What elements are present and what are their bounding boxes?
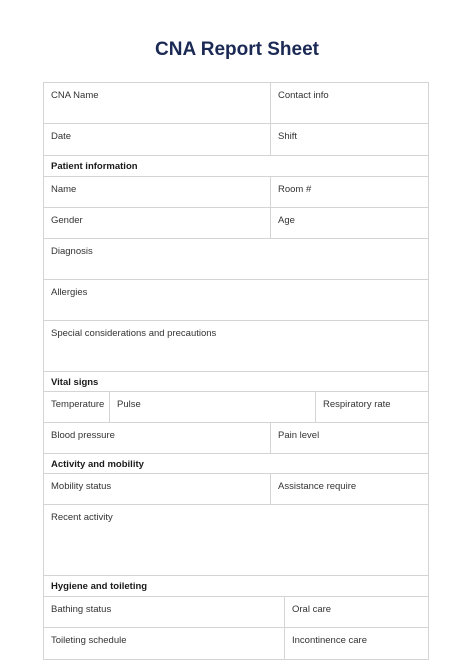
shift-field[interactable]: Shift [278, 131, 298, 142]
cna-name-field[interactable]: CNA Name [44, 83, 271, 123]
date-field[interactable]: Date [44, 124, 271, 155]
form-row-toileting [44, 628, 428, 659]
document-title: CNA Report Sheet [155, 39, 319, 60]
gender-field[interactable]: Gender [44, 208, 271, 238]
allergies-field[interactable]: Allergies [51, 287, 88, 298]
section-header-hygiene [44, 576, 428, 597]
section-header-activity [44, 454, 428, 474]
mobility-status-field[interactable]: Mobility status [44, 474, 271, 504]
respiratory-rate-field[interactable]: Respiratory rate [323, 399, 391, 410]
section-header-patient [44, 156, 428, 177]
report-form [43, 82, 429, 660]
oral-care-field[interactable]: Oral care [292, 604, 332, 615]
patient-information-heading: Patient information [51, 161, 138, 172]
form-row-gender [44, 208, 428, 239]
form-row-bathing [44, 597, 428, 628]
assistance-required-field[interactable]: Assistance require [278, 481, 357, 492]
pain-level-field[interactable]: Pain level [278, 430, 320, 441]
form-row-special [44, 321, 428, 372]
form-row-cna [44, 83, 428, 124]
recent-activity-field[interactable]: Recent activity [51, 512, 113, 523]
form-row-vitals-2 [44, 423, 428, 454]
section-header-vital [44, 372, 428, 392]
bathing-status-field[interactable]: Bathing status [44, 597, 285, 627]
vital-signs-heading: Vital signs [51, 377, 99, 388]
contact-info-field[interactable]: Contact info [278, 90, 329, 101]
pulse-field[interactable]: Pulse [110, 392, 316, 422]
blood-pressure-field[interactable]: Blood pressure [44, 423, 271, 453]
form-row-name [44, 177, 428, 208]
special-considerations-field[interactable]: Special considerations and precautions [51, 328, 217, 339]
form-row-mobility [44, 474, 428, 505]
room-number-field[interactable]: Room # [278, 184, 312, 195]
form-row-vitals-1 [44, 392, 428, 423]
temperature-field[interactable]: Temperature [44, 392, 110, 422]
form-row-allergies [44, 280, 428, 321]
patient-name-field[interactable]: Name [44, 177, 271, 207]
activity-mobility-heading: Activity and mobility [51, 459, 144, 470]
toileting-schedule-field[interactable]: Toileting schedule [44, 628, 285, 659]
form-row-date [44, 124, 428, 156]
form-row-recent-activity [44, 505, 428, 576]
form-row-diagnosis [44, 239, 428, 280]
diagnosis-field[interactable]: Diagnosis [51, 246, 93, 257]
incontinence-care-field[interactable]: Incontinence care [292, 635, 367, 646]
hygiene-toileting-heading: Hygiene and toileting [51, 581, 148, 592]
age-field[interactable]: Age [278, 215, 295, 226]
